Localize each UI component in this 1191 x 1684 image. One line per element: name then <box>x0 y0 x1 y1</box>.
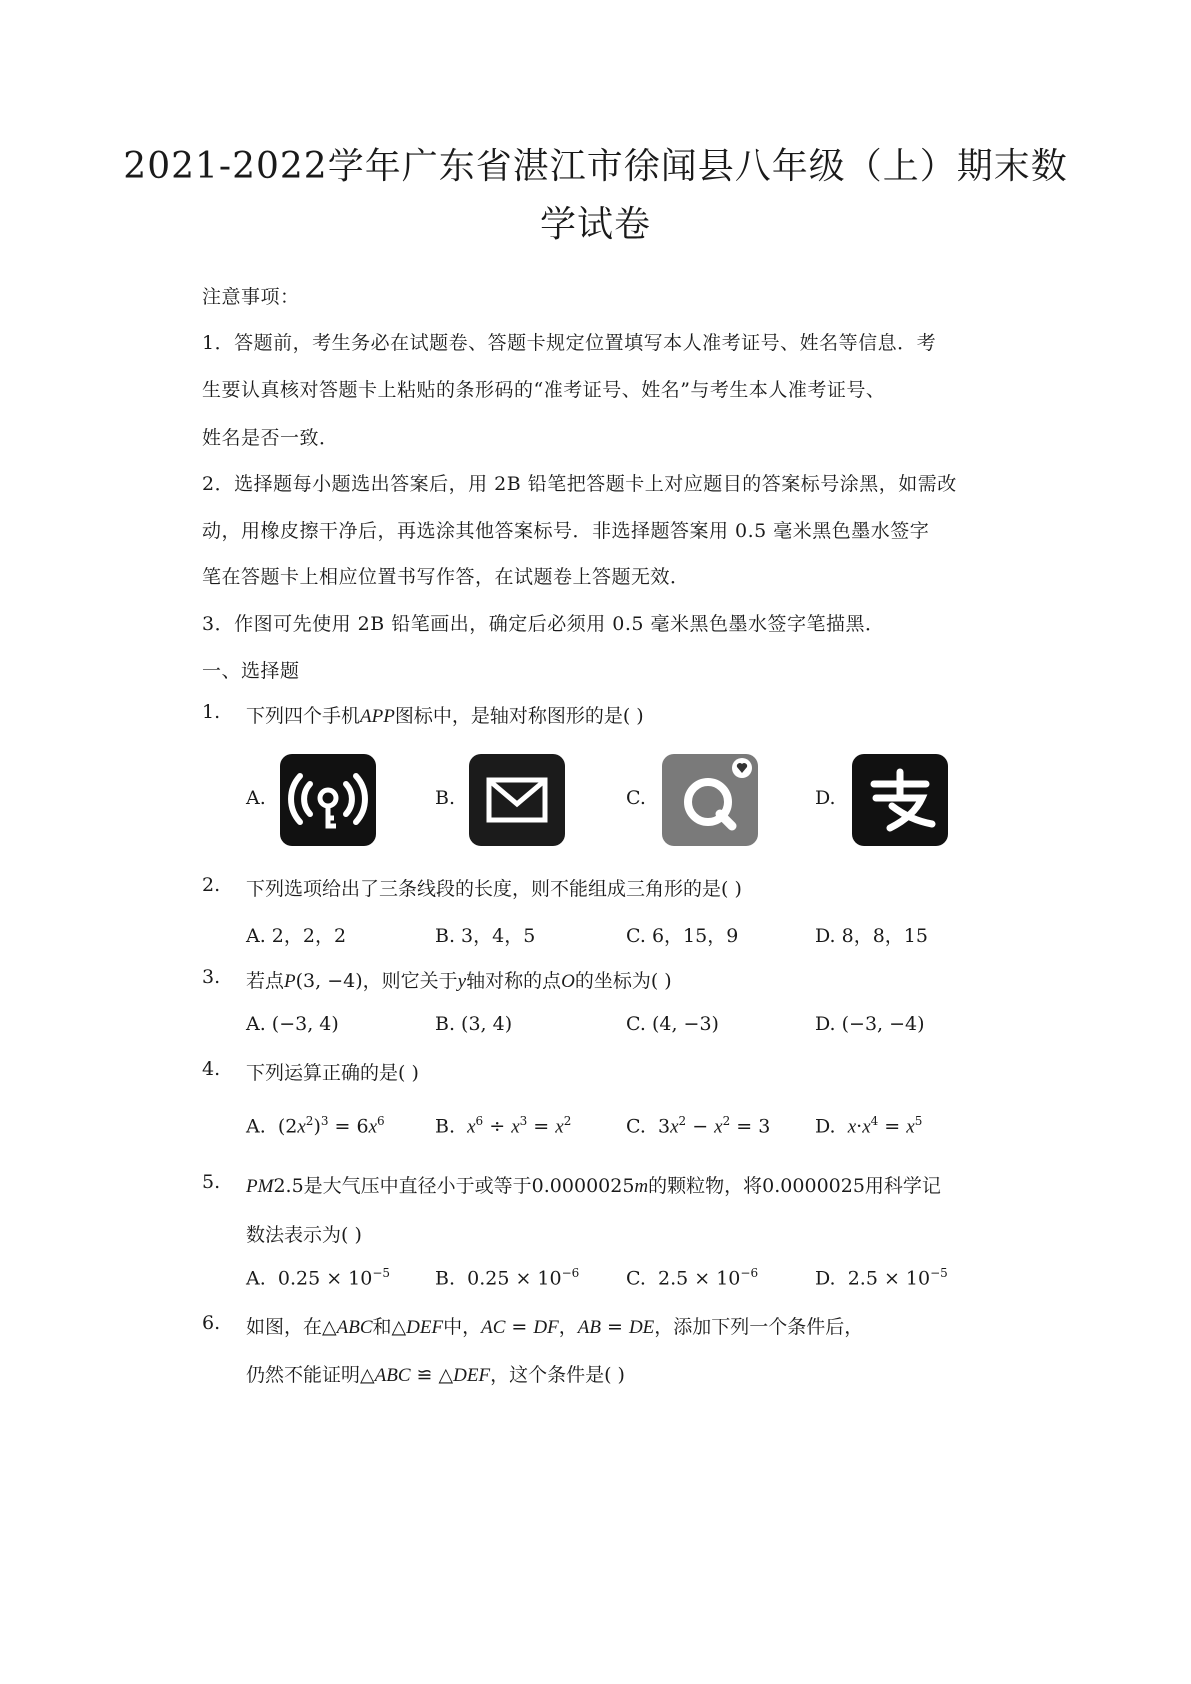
notice-line: 姓名是否一致． <box>202 427 339 449</box>
question-number: 1. <box>202 701 221 723</box>
question-text: 如图，在△ABC和△DEF中，AC = DF，AB = DE，添加下列一个条件后， <box>246 1316 864 1338</box>
option-c: C. 6，15，9 <box>626 925 739 947</box>
question-text: 下列四个手机APP图标中，是轴对称图形的是( ) <box>246 705 644 727</box>
option-d: D. (−3, −4) <box>815 1013 925 1035</box>
question-number: 4. <box>202 1058 221 1080</box>
option-a: A. (−3, 4) <box>246 1013 339 1035</box>
question-text: 若点P(3, −4)，则它关于y轴对称的点O的坐标为( ) <box>246 970 672 992</box>
notice-line: 3．作图可先使用 2B 铅笔画出，确定后必须用 0.5 毫米黑色墨水签字笔描黑． <box>202 613 885 635</box>
question-text: 下列运算正确的是( ) <box>246 1062 419 1084</box>
option-b: B. 3，4，5 <box>435 925 536 947</box>
option-a: A. $(2x^2)^3 = 6x^6$ <box>246 1114 385 1138</box>
alipay-icon <box>852 754 948 846</box>
question-number: 5. <box>202 1171 221 1193</box>
option-b: B. $0.25 \times 10^{-6}$ <box>435 1266 580 1290</box>
question-text-cont: 数法表示为( ) <box>246 1224 362 1246</box>
option-label-b: B. <box>435 787 456 809</box>
option-label-c: C. <box>626 787 646 809</box>
notice-line: 1．答题前，考生务必在试题卷、答题卡规定位置填写本人准考证号、姓名等信息．考 <box>202 332 937 354</box>
question-number: 2. <box>202 874 221 896</box>
option-b: B. (3, 4) <box>435 1013 513 1035</box>
mail-icon <box>469 754 565 846</box>
question-text: 下列选项给出了三条线段的长度，则不能组成三角形的是( ) <box>246 878 742 900</box>
question-text-cont: 仍然不能证明△ABC ≌ △DEF，这个条件是( ) <box>246 1364 625 1386</box>
page-title-line2: 学试卷 <box>539 204 651 245</box>
option-c: C. $2.5 \times 10^{-6}$ <box>626 1266 759 1290</box>
option-label-d: D. <box>815 787 836 809</box>
search-q-icon <box>662 754 758 846</box>
option-b: B. $x^6 \div x^3 = x^2$ <box>435 1114 572 1138</box>
wifi-key-icon <box>280 754 376 846</box>
notice-line: 生要认真核对答题卡上粘贴的条形码的“准考证号、姓名”与考生本人准考证号、 <box>202 379 886 401</box>
page-title-line1: 2021-2022学年广东省湛江市徐闻县八年级（上）期末数 <box>123 146 1068 187</box>
question-text: PM2.5是大气压中直径小于或等于0.0000025m的颗粒物，将0.0000025用科学记 <box>246 1175 941 1197</box>
option-c: C. $3x^2 - x^2 = 3$ <box>626 1114 771 1138</box>
option-d: D. $2.5 \times 10^{-5}$ <box>815 1266 948 1290</box>
option-a: A. $0.25 \times 10^{-5}$ <box>246 1266 391 1290</box>
notice-line: 动，用橡皮擦干净后，再选涂其他答案标号．非选择题答案用 0.5 毫米黑色墨水签字 <box>202 520 930 542</box>
option-label-a: A. <box>246 787 266 809</box>
question-number: 3. <box>202 966 221 988</box>
notice-line: 笔在答题卡上相应位置书写作答，在试题卷上答题无效． <box>202 566 690 588</box>
option-d: D. $x\cdot x^4 = x^5$ <box>815 1114 923 1138</box>
notice-heading: 注意事项： <box>202 286 300 308</box>
question-number: 6. <box>202 1312 221 1334</box>
option-a: A. 2，2，2 <box>246 925 347 947</box>
option-d: D. 8，8，15 <box>815 925 928 947</box>
option-c: C. (4, −3) <box>626 1013 719 1035</box>
notice-line: 2．选择题每小题选出答案后，用 2B 铅笔把答题卡上对应题目的答案标号涂黑，如需改 <box>202 473 957 495</box>
section-heading: 一、选择题 <box>202 660 300 682</box>
